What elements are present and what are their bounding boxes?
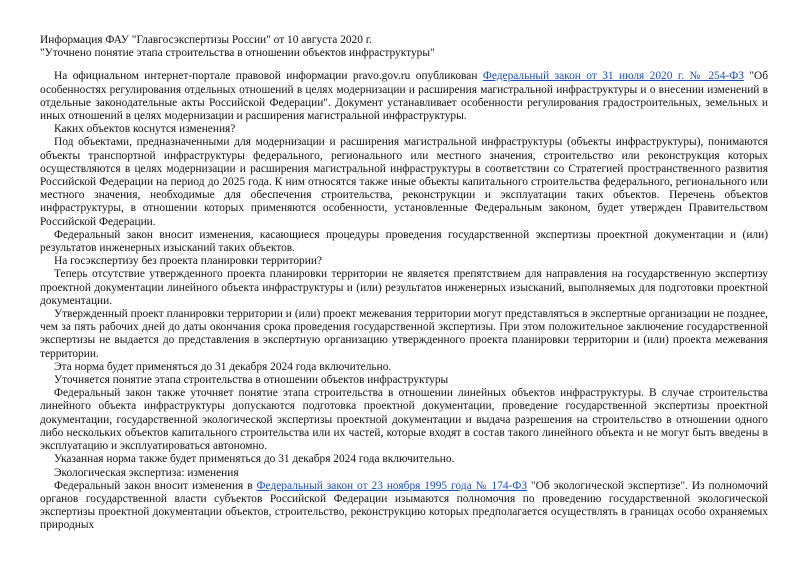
paragraph-objects: Под объектами, предназначенными для модернизации и расширения магистральной инфраструктуры (объекты инфраструктуры), понимаются объекты транспортной инфраструктуры федерального, регионального или местного значения, строительство или реконструкция которых осуществляются в целях модернизации и расширения магистральной инфраструктуры в соответствии со Стратегией пространственного развития Российской Федерации на период до 2025 года. К ним относятся также иные объекты капитального строительства федерального, регионального или местного значения, необходимые для обеспечения строительства, реконструкции и эксплуатации таких объектов. Перечень объектов инфраструктуры, в отношении которых применяются особенности, установленные Федеральным законом, будет утвержден Правительством Российской Федерации.	[40, 136, 768, 228]
paragraph-planning: Теперь отсутствие утвержденного проекта планировки территории не является препятствием для направления на государственную экспертизу проектной документации линейного объекта инфраструктуры и (или) результатов инженерных изысканий, выполняемых для подготовки проектной документации.	[40, 268, 768, 307]
law-174-link[interactable]: Федеральный закон от 23 ноября 1995 года № 174-ФЗ	[256, 479, 528, 492]
law-254-link[interactable]: Федеральный закон от 31 июля 2020 г. № 254-ФЗ	[482, 70, 744, 83]
question-objects: Каких объектов коснутся изменения?	[54, 123, 236, 136]
paragraph-intro-rest: "Об особенностях регулирования отдельных отношений в целях модернизации и расширения магистральной инфраструктуры и о внесении изменений в отдельные законодательные акты Российской Федерации". Документ устанавливает особенности регулирования градостроительных, земельных и иных отношений в целях модернизации и расширения магистральной инфраструктуры.	[40, 70, 768, 123]
paragraph-intro-text: На официальном интернет-портале правовой информации pravo.gov.ru опубликован	[54, 70, 483, 83]
paragraph-ecology-text: Федеральный закон вносит изменения в	[54, 479, 257, 492]
document-page	[40, 34, 768, 533]
question-ecology: Экологическая экспертиза: изменения	[54, 466, 239, 479]
paragraph-procedure: Федеральный закон вносит изменения, касающиеся процедуры проведения государственной экспертизы проектной документации и (или) результатов инженерных изысканий таких объектов.	[40, 228, 768, 255]
question-stage: Уточняется понятие этапа строительства в отношении объектов инфраструктуры	[54, 374, 449, 387]
paragraph-surveying: Утвержденный проект планировки территории и (или) проект межевания территории могут представляться в экспертные организации не позднее, чем за пять рабочих дней до даты окончания срока проведения государственной экспертизы. При этом положительное заключение государственной экспертизы не выдается до представления в экспертную организацию утвержденного проекта планировки территории и (или) проекта межевания территории.	[40, 308, 768, 360]
header-line-2: "Уточнено понятие этапа строительства в отношении объектов инфраструктуры"	[40, 47, 435, 60]
header-line-1: Информация ФАУ "Главгосэкспертизы России" от 10 августа 2020 г.	[40, 34, 373, 46]
paragraph-ecology	[40, 480, 768, 533]
paragraph-norm-term-2: Указанная норма также будет применяться до 31 декабря 2024 года включительно.	[54, 453, 455, 466]
paragraph-intro	[40, 70, 768, 123]
question-planning: На госэкспертизу без проекта планировки территории?	[54, 255, 322, 268]
paragraph-norm-term-1: Эта норма будет применяться до 31 декабря 2024 года включительно.	[54, 360, 392, 373]
paragraph-stage: Федеральный закон также уточняет понятие этапа строительства в отношении линейных объектов инфраструктуры. В случае строительства линейного объекта инфраструктуры допускаются подготовка проектной документации, проведение государственной экспертизы проектной документации, государственной экологической экспертизы проектной документации и выдача разрешения на строительство в отношении одного либо нескольких объектов капитального строительства или их частей, которые входят в состав такого линейного объекта и не могут быть введены в эксплуатацию и эксплуатироваться автономно.	[40, 387, 768, 453]
paragraph-ecology-rest: "Об экологической экспертизе". Из полномочий органов государственной власти субъектов Российской Федерации изымаются полномочия по проведению государственной экологической экспертизы проектной документации объектов, строительство, реконструкцию которых предполагается осуществлять в границах особо охраняемых природных	[40, 479, 768, 532]
